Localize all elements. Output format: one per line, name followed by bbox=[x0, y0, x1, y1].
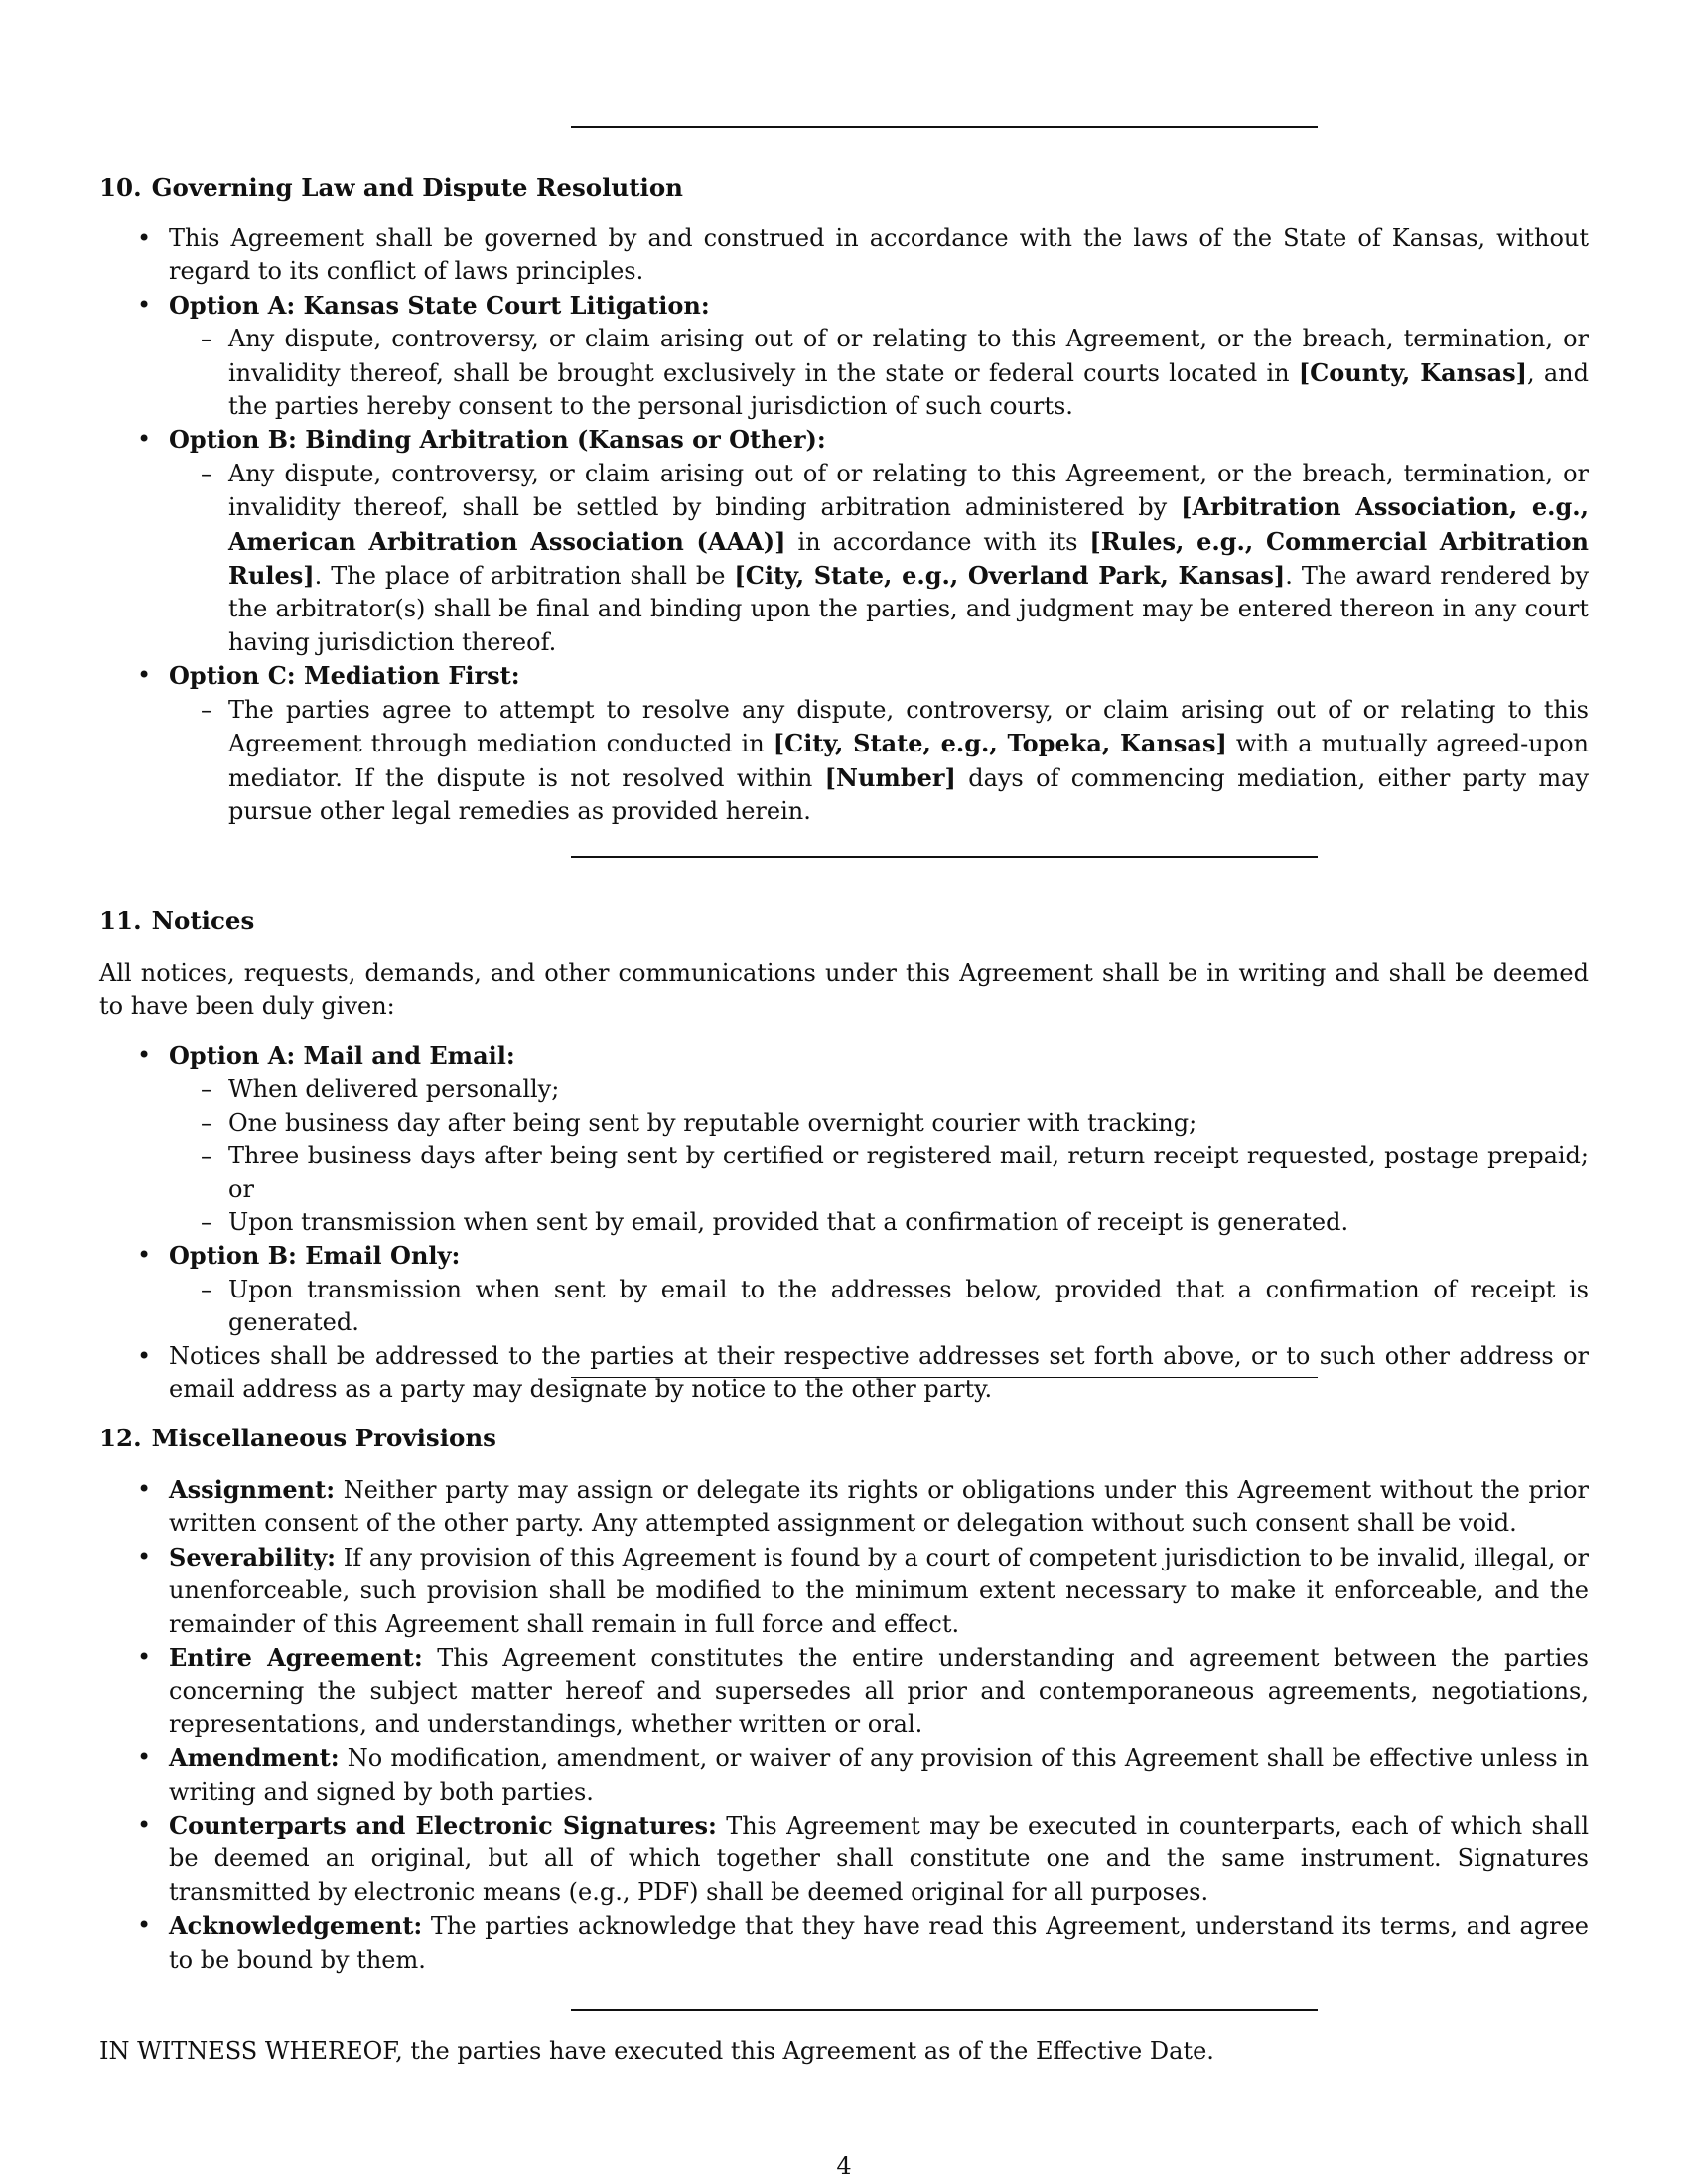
placeholder-city-state: [City, State, e.g., Overland Park, Kansas] bbox=[734, 561, 1286, 591]
option-label: Option C: Mediation First: bbox=[169, 661, 520, 691]
section-number: 10. bbox=[99, 173, 142, 202]
sub-list bbox=[169, 1274, 1589, 1340]
section-heading-12 bbox=[99, 1422, 496, 1454]
option-label: Option A: Kansas State Court Litigation: bbox=[169, 290, 710, 320]
section-title: Miscellaneous Provisions bbox=[151, 1424, 496, 1452]
option-label: Option A: Mail and Email: bbox=[169, 1041, 515, 1070]
clause-text: . The award rendered by the arbitrator(s) shall be final and binding upon the parties, and judgment may be entered thereon in any court having jurisdiction thereof. bbox=[228, 562, 1590, 656]
section-heading-11 bbox=[99, 904, 254, 937]
horizontal-rule bbox=[571, 126, 1318, 128]
provision-label: Entire Agreement: bbox=[169, 1643, 423, 1673]
sub-list bbox=[169, 458, 1589, 659]
provision-text: This Agreement may be executed in counterparts, each of which shall be deemed an original, but all of which together shall constitute one and the same instrument. Signatures transmitted by electronic means (e.g., PDF) shall be deemed original for all purposes. bbox=[169, 1812, 1589, 1906]
clause-text: , and the parties hereby consent to the personal jurisdiction of such courts. bbox=[228, 358, 1589, 421]
list-item-option-b bbox=[99, 1239, 1589, 1339]
sub-list-item bbox=[169, 694, 1589, 829]
placeholder-number: [Number] bbox=[824, 762, 956, 792]
sub-list-item: – Upon transmission when sent by email to the addresses below, provided that a confirmation of receipt is generated. bbox=[169, 1274, 1589, 1340]
governing-law-text: This Agreement shall be governed by and construed in accordance with the laws of the State of Kansas, without regard to its conflict of laws principles. bbox=[169, 224, 1589, 286]
sub-list-item bbox=[169, 323, 1589, 423]
sub-list bbox=[169, 1073, 1589, 1239]
sub-list-item bbox=[169, 458, 1589, 659]
notices-intro: All notices, requests, demands, and other communications under this Agreement shall be in writing and shall be deemed to have been duly given: bbox=[99, 959, 1589, 1021]
clause-text: Any dispute, controversy, or claim arising out of or relating to this Agreement, or the breach, termination, or invalidity thereof, shall be brought exclusively in the state or federal courts located in bbox=[228, 325, 1589, 387]
provision-label: Acknowledgement: bbox=[169, 1911, 423, 1941]
horizontal-rule bbox=[571, 856, 1318, 858]
list-item bbox=[99, 1340, 1589, 1407]
list-item-entire-agreement bbox=[99, 1641, 1589, 1741]
provision-text: Neither party may assign or delegate its rights or obligations under this Agreement without the prior written consent of the other party. Any attempted assignment or delegation without such consent shall be void. bbox=[169, 1476, 1589, 1538]
option-label: Option B: Binding Arbitration (Kansas or Other): bbox=[169, 425, 826, 455]
provision-label: Amendment: bbox=[169, 1743, 340, 1773]
sub-list bbox=[169, 323, 1589, 423]
provision-text: The parties acknowledge that they have read this Agreement, understand its terms, and agree to be bound by them. bbox=[169, 1912, 1589, 1974]
section-12-list bbox=[99, 1473, 1589, 1977]
list-item-severability bbox=[99, 1541, 1589, 1641]
list-item-option-a bbox=[99, 289, 1589, 424]
list-item-assignment bbox=[99, 1473, 1589, 1541]
list-item-amendment bbox=[99, 1741, 1589, 1809]
list-item-acknowledgement bbox=[99, 1909, 1589, 1977]
sub-list-item: – Upon transmission when sent by email, provided that a confirmation of receipt is generated. bbox=[169, 1206, 1589, 1239]
horizontal-rule bbox=[571, 1377, 1318, 1378]
list-item-option-b bbox=[99, 423, 1589, 659]
page-number: 4 bbox=[836, 2152, 852, 2180]
section-title: Governing Law and Dispute Resolution bbox=[151, 173, 683, 202]
clause-text: The parties agree to attempt to resolve any dispute, controversy, or claim arising out of or relating to this Agreement through mediation conducted in bbox=[228, 695, 1589, 758]
list-item-counterparts bbox=[99, 1809, 1589, 1909]
notices-address-text: Notices shall be addressed to the parties at their respective addresses set forth above, or to such other address or email address as a party may designate by notice to the other party. bbox=[169, 1341, 1589, 1404]
clause-text: with a mutually agreed-upon mediator. If the dispute is not resolved within bbox=[228, 730, 1589, 792]
sub-list-item: – Three business days after being sent by certified or registered mail, return receipt requested, postage prepaid; or bbox=[169, 1140, 1589, 1206]
section-number: 11. bbox=[99, 906, 142, 935]
clause-text: days of commencing mediation, either party may pursue other legal remedies as provided herein. bbox=[228, 763, 1590, 825]
section-10-list bbox=[99, 222, 1589, 828]
sub-list-item: – One business day after being sent by reputable overnight courier with tracking; bbox=[169, 1107, 1589, 1140]
horizontal-rule bbox=[571, 2009, 1318, 2011]
provision-text: If any provision of this Agreement is found by a court of competent jurisdiction to be invalid, illegal, or unenforceable, such provision shall be modified to the minimum extent necessary to make it enforceable, and the remainder of this Agreement shall remain in full force and effect. bbox=[169, 1543, 1589, 1638]
placeholder-county: [County, Kansas] bbox=[1298, 357, 1528, 387]
placeholder-arbitration-association: [Arbitration Association, e.g., American Arbitration Association (AAA)] bbox=[228, 492, 1589, 556]
section-11-list bbox=[99, 1039, 1589, 1406]
clause-text: Any dispute, controversy, or claim arising out of or relating to this Agreement, or the breach, termination, or invalidity thereof, shall be settled by binding arbitration administered by bbox=[228, 459, 1589, 522]
list-item bbox=[99, 222, 1589, 289]
provision-text: No modification, amendment, or waiver of any provision of this Agreement shall be effective unless in writing and signed by both parties. bbox=[169, 1744, 1589, 1806]
placeholder-rules: [Rules, e.g., Commercial Arbitration Rules] bbox=[228, 526, 1590, 591]
list-item-option-a bbox=[99, 1039, 1589, 1239]
section-title: Notices bbox=[151, 906, 255, 935]
clause-text: in accordance with its bbox=[785, 527, 1090, 556]
provision-label: Assignment: bbox=[169, 1475, 336, 1504]
placeholder-city-state: [City, State, e.g., Topeka, Kansas] bbox=[773, 729, 1227, 758]
document-page bbox=[99, 0, 1589, 2184]
section-heading-10 bbox=[99, 171, 683, 204]
list-item-option-c bbox=[99, 659, 1589, 828]
sub-list bbox=[169, 694, 1589, 829]
option-label: Option B: Email Only: bbox=[169, 1241, 461, 1271]
sub-list-item: – When delivered personally; bbox=[169, 1073, 1589, 1106]
provision-label: Severability: bbox=[169, 1542, 337, 1571]
provision-label: Counterparts and Electronic Signatures: bbox=[169, 1811, 717, 1841]
witness-statement: IN WITNESS WHEREOF, the parties have executed this Agreement as of the Effective Date. bbox=[99, 2037, 1214, 2065]
section-number: 12. bbox=[99, 1424, 142, 1452]
provision-text: This Agreement constitutes the entire understanding and agreement between the parties concerning the subject matter hereof and supersedes all prior and contemporaneous agreements, negotiations, representations, and understandings, whether written or oral. bbox=[169, 1644, 1590, 1738]
clause-text: . The place of arbitration shall be bbox=[314, 562, 735, 591]
